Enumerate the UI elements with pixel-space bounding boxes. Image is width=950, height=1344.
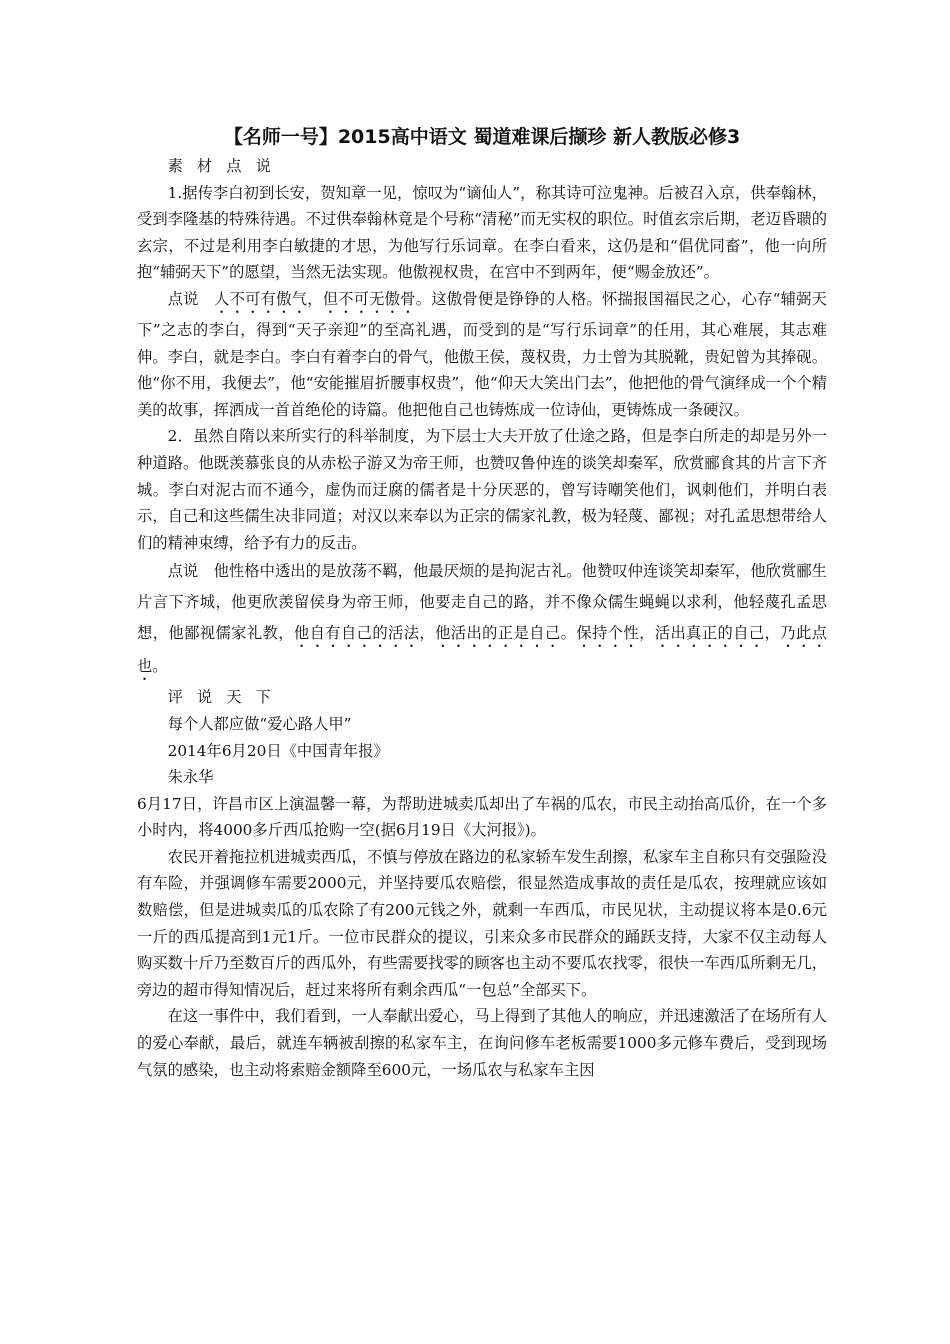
paragraph-5: 在这一事件中，我们看到，一人奉献出爱心，马上得到了其他人的响应，并迅速激活了在场所有人的爱心奉献，最后，就连车辆被刮擦的私家车主，在询问修车老板需要1000多元修车费后，受到现场气氛的感染，也主动将索赔金额降至600元，一场瓜农与私家车主因	[137, 1007, 827, 1079]
comment-text: 这傲骨便是铮铮的人格。怀揣报国福民之心，心存“辅弼天下”之志的李白，得到“天子亲迎”的至高礼遇，而受到的是“写行乐词章”的任用，其心难展，其志难伸。李白，就是李白。李白有着李白的骨气，他傲王侯，蔑权贵，力士曾为其脱靴，贵妃曾为其捧砚。他“你不用，我便去”，他“安能摧眉折腰事权贵”，他“仰天大笑出门去”，他把他的骨气演绎成一个个精美的故事，挥洒成一首首绝伦的诗篇。他把他自己也铸炼成一位诗仙，更铸炼成一条硬汉。	[137, 289, 827, 419]
comment-label: 点说	[167, 562, 199, 581]
paragraph-2: 2．虽然自隋以来所实行的科举制度，为下层士大夫开放了仕途之路，但是李白所走的却是另外一种道路。他既羡慕张良的从赤松子游又为帝王师，也赞叹鲁仲连的谈笑却秦军，欣赏郦食其的片言下齐城。李白对泥古而不通今，虚伪而迂腐的儒者是十分厌恶的，曾写诗嘲笑他们，讽刺他们，并明白表示，自己和这些儒生决非同道；对汉以来奉以为正宗的儒家礼教，极为轻蔑、鄙视；对孔孟思想带给人们的精神束缚，给予有力的反击。	[137, 427, 827, 552]
section-heading-materials: 素 材 点 说	[167, 157, 276, 175]
comment-paragraph-1	[137, 286, 827, 423]
paragraph-3: 6月17日，许昌市区上演温馨一幕，为帮助进城卖瓜却出了车祸的瓜农，市民主动抬高瓜价，在一个多小时内，将4000多斤西瓜抢购一空(据6月19日《大河报》)。	[137, 794, 827, 840]
comment-label: 点说	[167, 289, 199, 308]
article-title: 每个人都应做“爱心路人甲”	[167, 714, 352, 733]
comment-paragraph-2	[137, 556, 827, 684]
emphasis-text: 他自有自己的活法，他活出的正是自己。保持个性，活出真正的自己，乃此点也。	[137, 624, 827, 676]
document-page	[137, 122, 827, 1083]
article-source: 2014年6月20日《中国青年报》	[167, 741, 389, 760]
comment-text: 他性格中透出的是放荡不羁，他最厌烦的是拘泥古礼。他赞叹仲连谈笑却秦军，他欣赏郦生片言下齐城，他更欣羡留侯身为帝王师，他要走自己的路，并不像众儒生蝇蝇以求利，他轻蔑孔孟思想，他鄙视儒家礼教，	[137, 562, 827, 643]
section-heading-commentary: 评 说 天 下	[167, 688, 276, 707]
emphasis-text: 人不可有傲气，但不可无傲骨。	[213, 289, 432, 308]
paragraph-4: 农民开着拖拉机进城卖西瓜，不慎与停放在路边的私家轿车发生刮擦，私家车主自称只有交强险没有车险，并强调修车需要2000元，并坚持要瓜农赔偿，很显然造成事故的责任是瓜农，按理就应该如数赔偿，但是进城卖瓜的瓜农除了有200元钱之外，就剩一车西瓜，市民见状，主动提议将本是0.6元一斤的西瓜提高到1元1斤。一位市民群众的提议，引来众多市民群众的踊跃支持，大家不仅主动每人购买数十斤乃至数百斤的西瓜外，有些需要找零的顾客也主动不要瓜农找零，很快一车西瓜所剩无几，旁边的超市得知情况后，赶过来将所有剩余西瓜“一包总”全部买下。	[137, 847, 827, 999]
document-title: 【名师一号】2015高中语文 蜀道难课后撷珍 新人教版必修3	[223, 126, 741, 148]
paragraph-1: 1.据传李白初到长安，贺知章一见，惊叹为“谪仙人”，称其诗可泣鬼神。后被召入京，供奉翰林，受到李隆基的特殊待遇。不过供奉翰林竟是个号称“清秘”而无实权的职位。时值玄宗后期，老迈昏聩的玄宗，不过是利用李白敏捷的才思，为他写行乐词章。在李白看来，这仍是和“倡优同畜”，他一向所抱“辅弼天下”的愿望，当然无法实现。他傲视权贵，在宫中不到两年，便“赐金放还”。	[137, 183, 827, 282]
article-author: 朱永华	[167, 768, 214, 787]
